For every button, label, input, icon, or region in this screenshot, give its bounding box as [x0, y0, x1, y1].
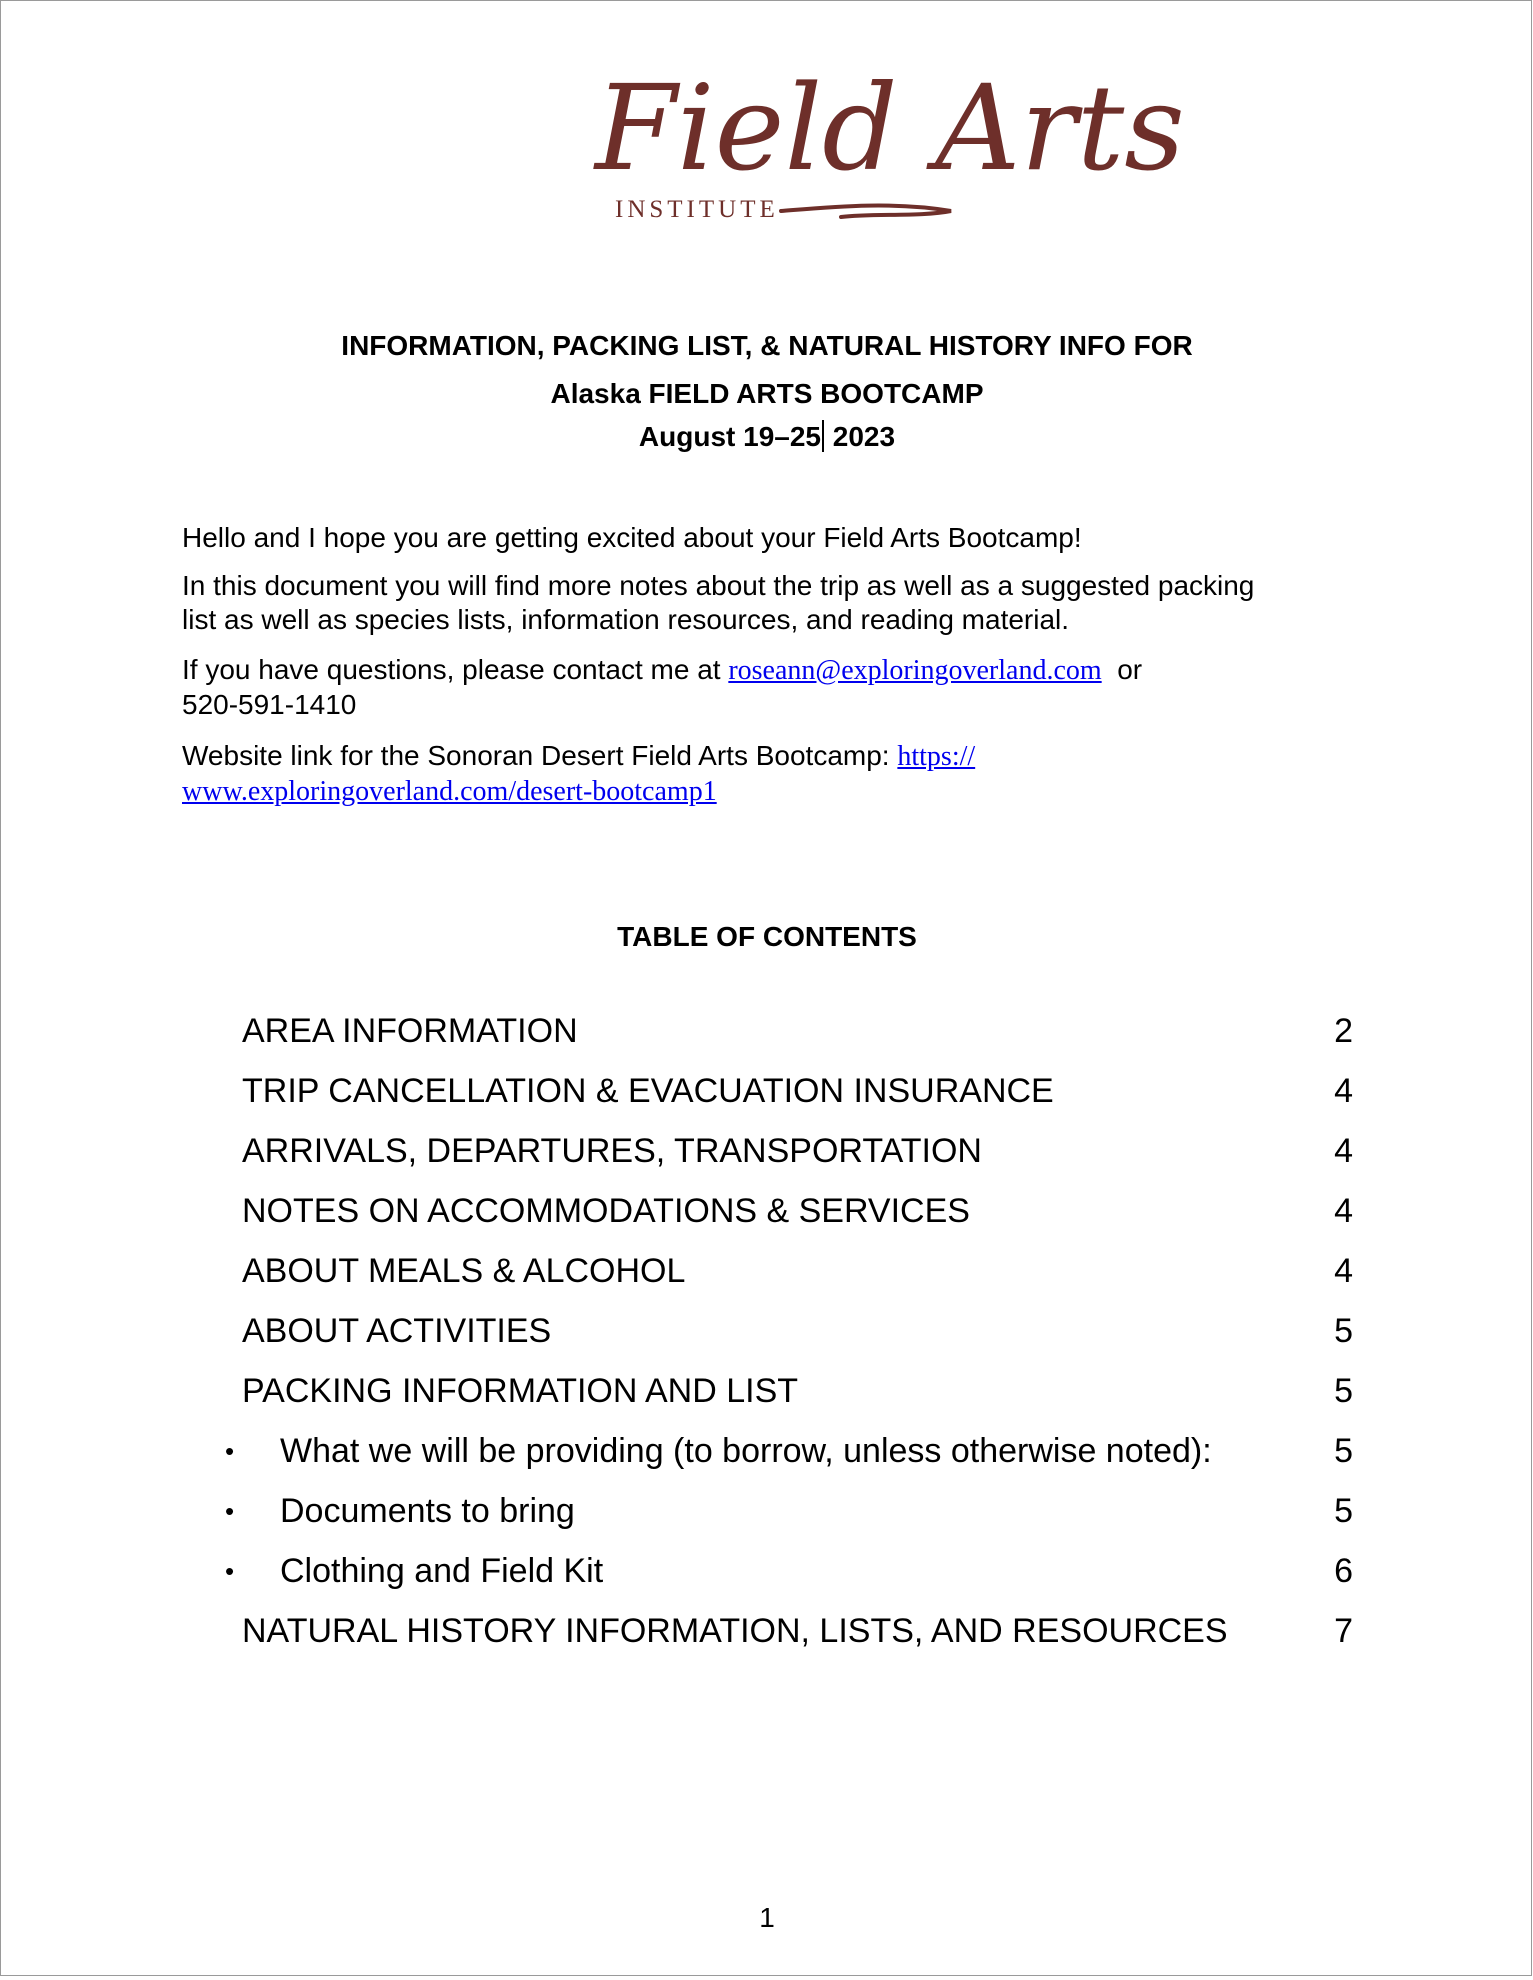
- logo-sub-text: INSTITUTE: [615, 196, 779, 223]
- intro-line1: In this document you will find more notes about the trip as well as a suggested packing: [182, 570, 1255, 601]
- toc-entry-label: Clothing and Field Kit: [280, 1552, 604, 1590]
- date-part1: August 19–25: [638, 421, 821, 452]
- website-paragraph: [182, 739, 1382, 809]
- contact-email-link[interactable]: roseann@exploringoverland.com: [728, 655, 1102, 686]
- toc-entry-label: PACKING INFORMATION AND LIST: [242, 1372, 799, 1410]
- toc-entry-label: ABOUT MEALS & ALCOHOL: [242, 1252, 686, 1290]
- logo-script-text: Field Arts: [595, 59, 1185, 197]
- field-arts-institute-logo: [591, 41, 1185, 241]
- toc-entry-page: 5: [1334, 1492, 1353, 1530]
- toc-entry-page: 2: [1334, 1012, 1353, 1050]
- toc-entry[interactable]: [1, 1371, 1533, 1411]
- toc-entry[interactable]: [1, 1071, 1533, 1111]
- toc-subentry[interactable]: [1, 1491, 1533, 1531]
- toc-entry-label: Documents to bring: [280, 1492, 575, 1530]
- date-part2: 2023: [825, 421, 896, 452]
- page-number: 1: [759, 1902, 775, 1933]
- toc-title: TABLE OF CONTENTS: [617, 921, 917, 952]
- toc-entry-label: ABOUT ACTIVITIES: [242, 1312, 552, 1350]
- contact-phone: 520-591-1410: [182, 689, 357, 720]
- toc-entry-page: 4: [1334, 1132, 1353, 1170]
- toc-entry[interactable]: [1, 1611, 1533, 1651]
- contact-paragraph: [182, 653, 1382, 722]
- toc-entry[interactable]: [1, 1191, 1533, 1231]
- toc-entry-page: 5: [1334, 1312, 1353, 1350]
- website-prefix: Website link for the Sonoran Desert Field Arts Bootcamp:: [182, 740, 898, 771]
- logo-swash: [781, 206, 951, 217]
- toc-entry-label: AREA INFORMATION: [242, 1012, 578, 1050]
- website-link-part1[interactable]: https://: [897, 741, 976, 772]
- toc-entry-label: NOTES ON ACCOMMODATIONS & SERVICES: [242, 1192, 970, 1230]
- bullet-icon: •: [225, 1556, 235, 1586]
- bullet-icon: •: [225, 1436, 235, 1466]
- intro-paragraph: [182, 569, 1382, 637]
- toc-entry-page: 4: [1334, 1192, 1353, 1230]
- text-cursor: [822, 420, 824, 452]
- toc-entry-page: 5: [1334, 1432, 1353, 1470]
- document-title-line1: INFORMATION, PACKING LIST, & NATURAL HISTORY INFO FOR: [341, 330, 1193, 361]
- toc-entry-label: TRIP CANCELLATION & EVACUATION INSURANCE: [242, 1072, 1054, 1110]
- toc-entry[interactable]: [1, 1131, 1533, 1171]
- toc-entry-page: 4: [1334, 1252, 1353, 1290]
- toc-subentry[interactable]: [1, 1431, 1533, 1471]
- intro-greeting: Hello and I hope you are getting excited about your Field Arts Bootcamp!: [182, 522, 1082, 553]
- toc-entry-label: What we will be providing (to borrow, unless otherwise noted):: [280, 1432, 1212, 1470]
- toc-entry-label: NATURAL HISTORY INFORMATION, LISTS, AND RESOURCES: [242, 1612, 1228, 1650]
- toc-entry-page: 6: [1334, 1552, 1353, 1590]
- intro-line2: list as well as species lists, information resources, and reading material.: [182, 604, 1070, 635]
- toc-entry[interactable]: [1, 1311, 1533, 1351]
- contact-prefix: If you have questions, please contact me at: [182, 654, 729, 685]
- toc-entry-page: 4: [1334, 1072, 1353, 1110]
- toc-subentry[interactable]: [1, 1551, 1533, 1591]
- contact-or: or: [1101, 654, 1143, 685]
- document-date: [1, 420, 1533, 454]
- toc-entry[interactable]: [1, 1011, 1533, 1051]
- bullet-icon: •: [225, 1496, 235, 1526]
- toc-entry-page: 5: [1334, 1372, 1353, 1410]
- toc-entry[interactable]: [1, 1251, 1533, 1291]
- website-link-part2[interactable]: www.exploringoverland.com/desert-bootcamp1: [182, 776, 717, 807]
- toc-entry-page: 7: [1334, 1612, 1353, 1650]
- toc-entry-label: ARRIVALS, DEPARTURES, TRANSPORTATION: [242, 1132, 982, 1170]
- document-title-line2: Alaska FIELD ARTS BOOTCAMP: [550, 378, 984, 409]
